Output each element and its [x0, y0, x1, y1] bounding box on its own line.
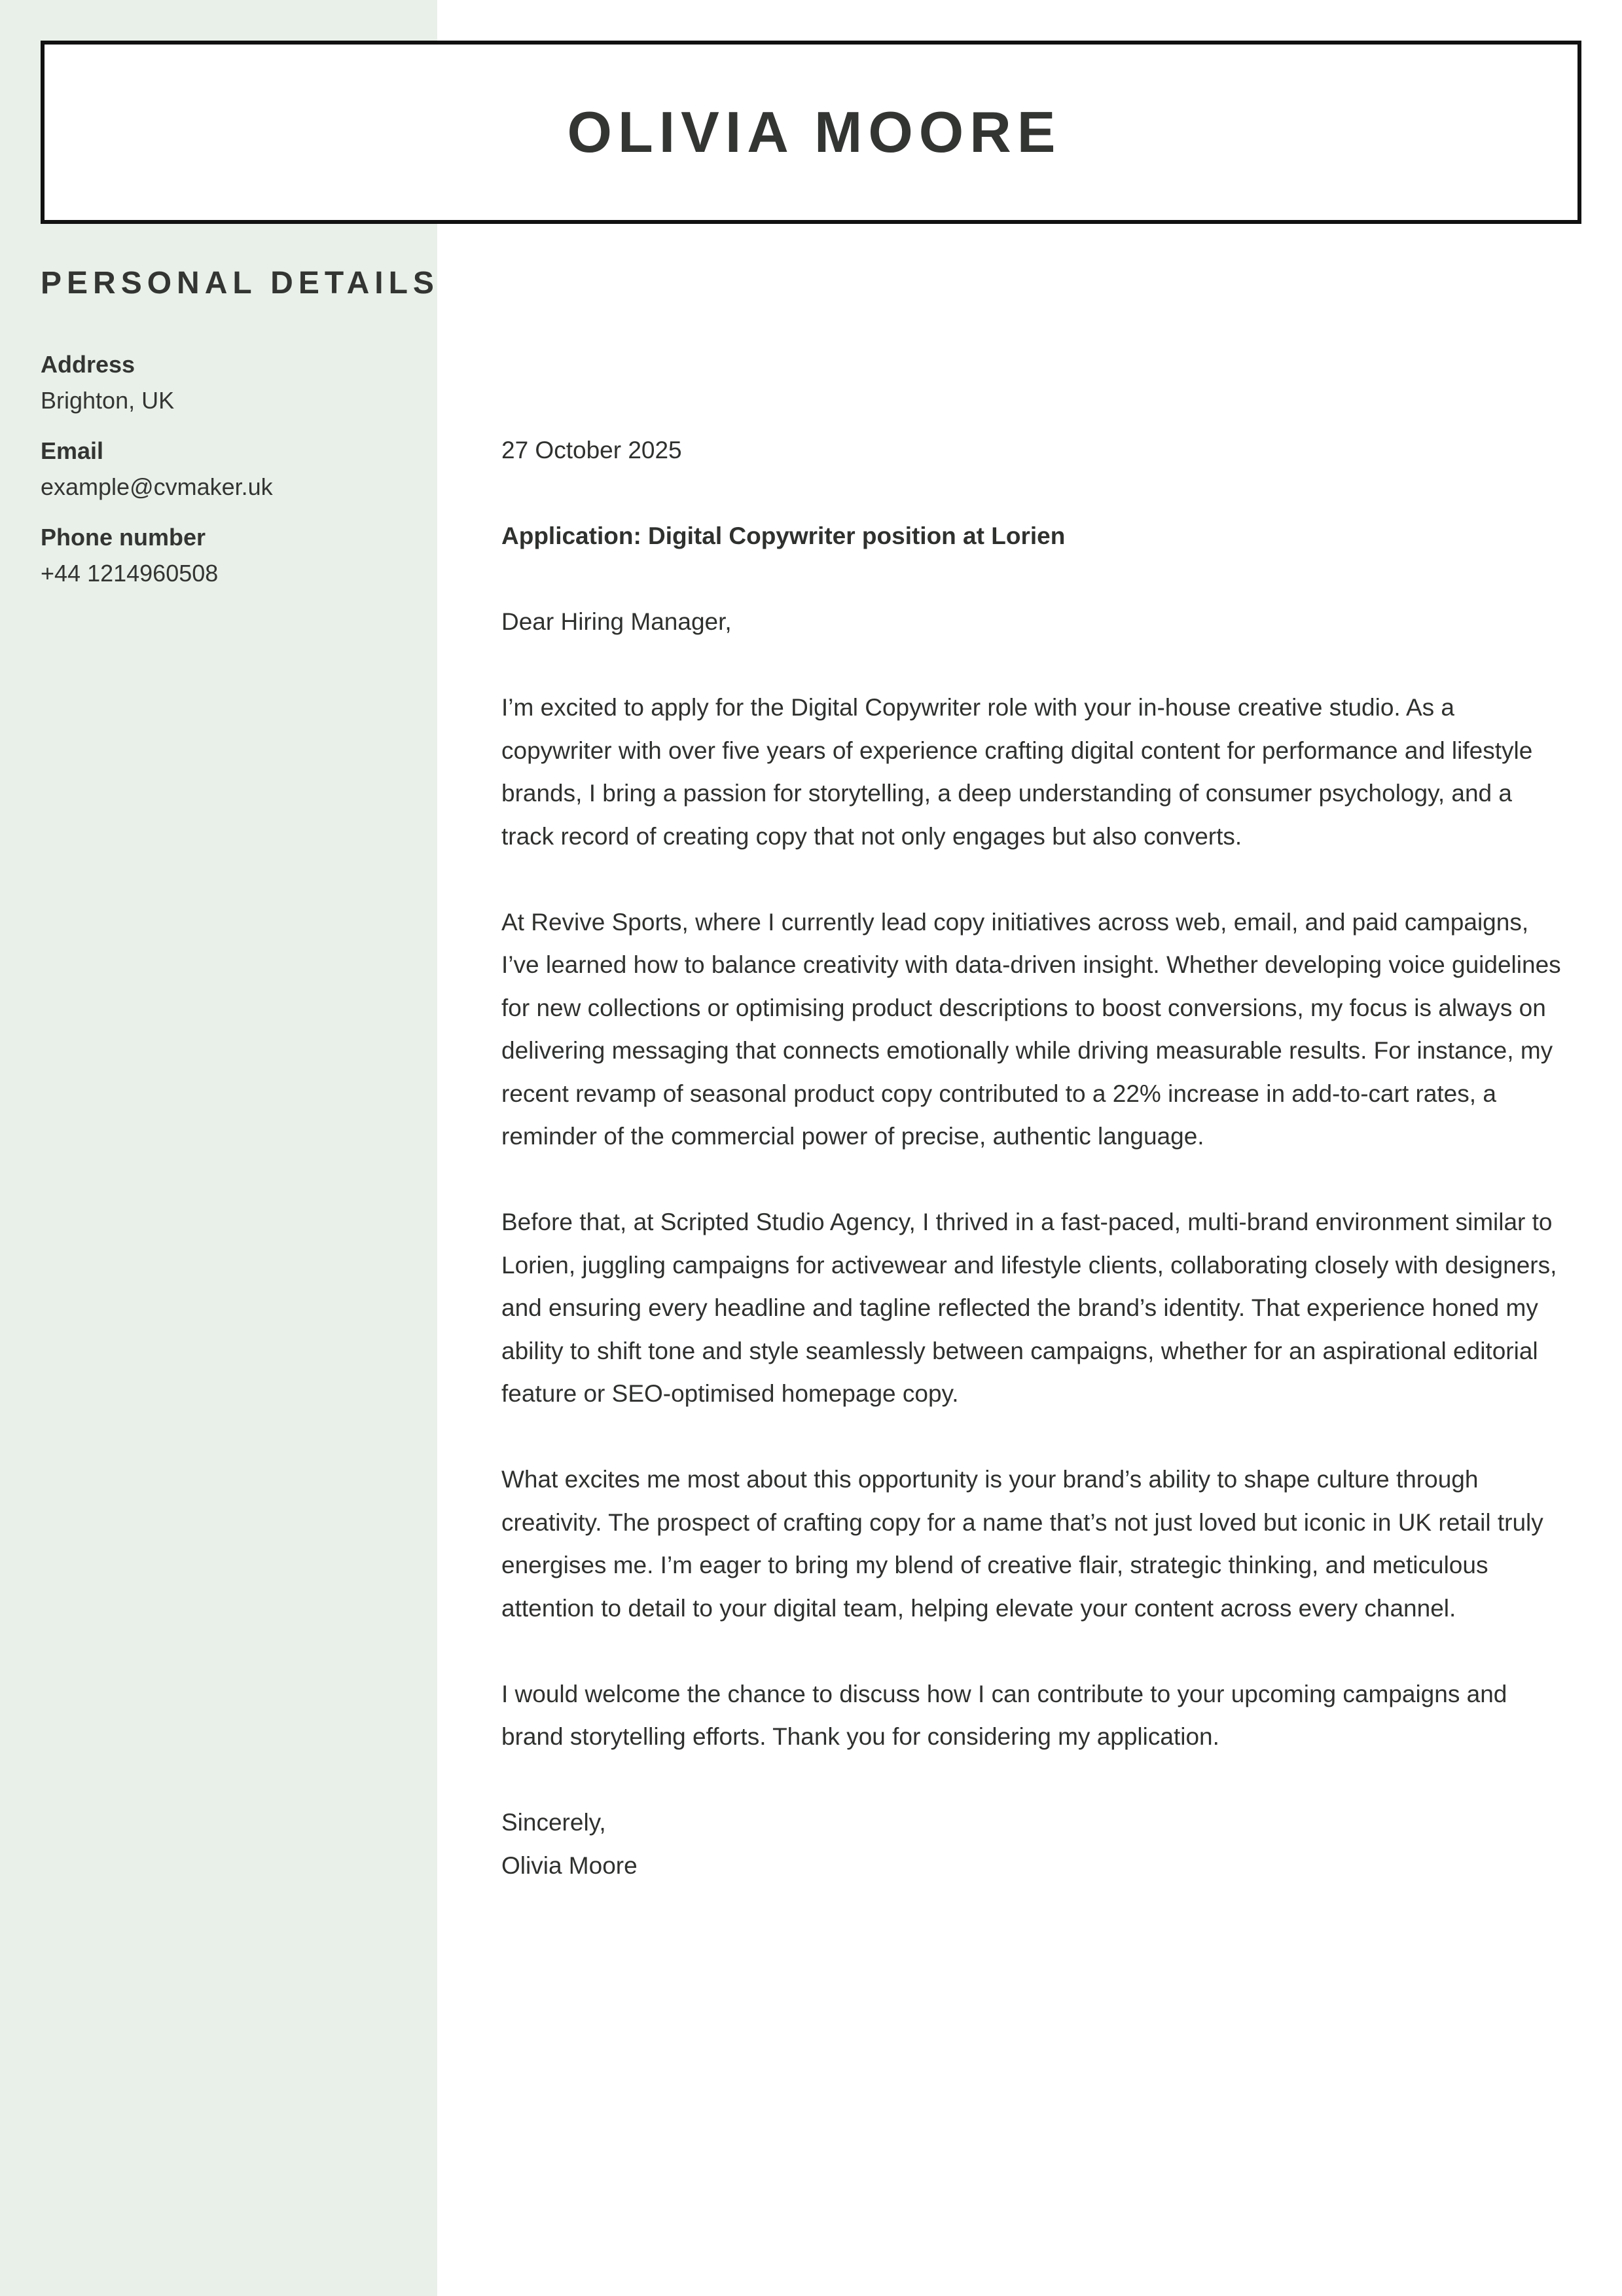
detail-label: Phone number — [41, 524, 206, 551]
letter-paragraph: I would welcome the chance to discuss how I can contribute to your upcoming campaigns and brand storytelling efforts. Thank you for considering my application. — [501, 1680, 1507, 1750]
letter-salutation: Dear Hiring Manager, — [501, 608, 732, 635]
detail-address — [41, 347, 420, 419]
letter-body — [501, 429, 1562, 1887]
detail-label: Address — [41, 351, 135, 378]
letter-paragraph: At Revive Sports, where I currently lead copy initiatives across web, email, and paid campaigns, I’ve learned how to balance creativity with data-driven insight. Whether developing voice guidelines for new collections or optimising product descriptions to boost conversions, my focus is always on delivering messaging that connects emotionally while driving measurable results. For instance, my recent revamp of seasonal product copy contributed to a 22% increase in add-to-cart rates, a reminder of the commercial power of precise, authentic language. — [501, 908, 1561, 1150]
detail-email — [41, 433, 420, 505]
applicant-name: OLIVIA MOORE — [567, 100, 1062, 164]
personal-details-list — [41, 347, 420, 606]
detail-value: example@cvmaker.uk — [41, 473, 273, 500]
name-header-box — [41, 41, 1581, 224]
letter-paragraph: Before that, at Scripted Studio Agency, I thrived in a fast-paced, multi-brand environment similar to Lorien, juggling campaigns for activewear and lifestyle clients, collaborating closely with designers, and ensuring every headline and tagline reflected the brand’s identity. That experience honed my ability to shift tone and style seamlessly between campaigns, whether for an aspirational editorial feature or SEO-optimised homepage copy. — [501, 1209, 1557, 1407]
sidebar — [0, 0, 437, 2296]
letter-subject: Application: Digital Copywriter position at Lorien — [501, 522, 1066, 549]
detail-value: +44 1214960508 — [41, 560, 219, 587]
letter-date: 27 October 2025 — [501, 437, 682, 464]
letter-paragraph: What excites me most about this opportunity is your brand’s ability to shape culture through creativity. The prospect of crafting copy for a name that’s not just loved but iconic in UK retail truly energises me. I’m eager to bring my blend of creative flair, strategic thinking, and meticulous attention to detail to your digital team, helping elevate your content across every channel. — [501, 1466, 1543, 1622]
detail-label: Email — [41, 437, 104, 464]
personal-details-heading: PERSONAL DETAILS — [41, 266, 439, 301]
detail-phone — [41, 520, 420, 592]
letter-paragraph: I’m excited to apply for the Digital Copywriter role with your in-house creative studio. As a copywriter with over five years of experience crafting digital content for performance and lifestyle brands, I bring a passion for storytelling, a deep understanding of consumer psychology, and a track record of creating copy that not only engages but also converts. — [501, 694, 1533, 850]
letter-closing: Sincerely, — [501, 1809, 606, 1836]
detail-value: Brighton, UK — [41, 387, 175, 414]
letter-signature: Olivia Moore — [501, 1851, 638, 1879]
